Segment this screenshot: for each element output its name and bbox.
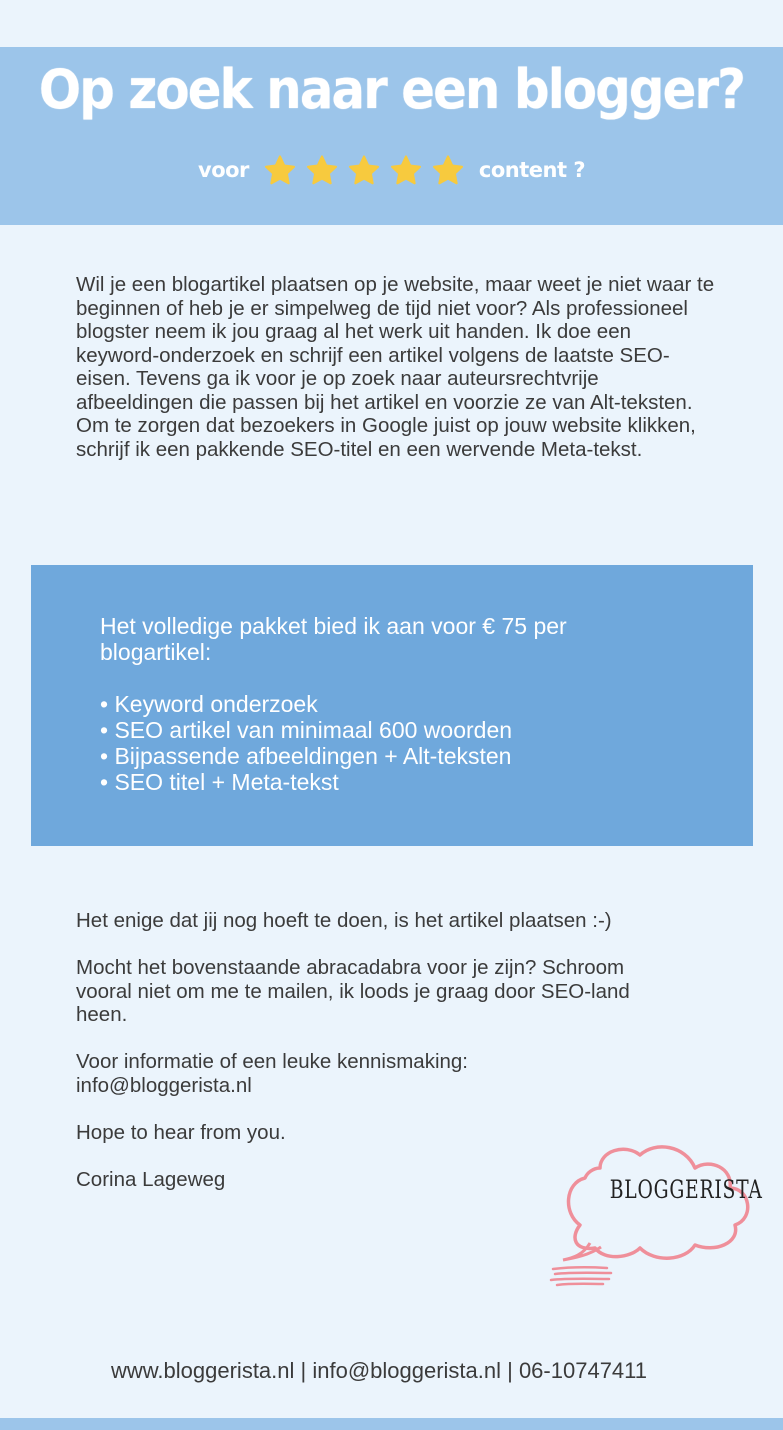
star-icon: [305, 154, 339, 187]
list-item: • Keyword onderzoek: [100, 691, 318, 717]
star-icon: [389, 154, 423, 187]
list-item: • Bijpassende afbeeldingen + Alt-teksten: [100, 743, 512, 769]
package-heading: Het volledige pakket bied ik aan voor € 75 per blogartikel:: [100, 613, 567, 665]
page-title: Op zoek naar een blogger?: [38, 58, 745, 121]
bloggerista-logo: [545, 1133, 763, 1288]
package-list: [100, 691, 512, 795]
star-icon: [431, 154, 465, 187]
outro-paragraph: Hope to hear from you.: [76, 1120, 286, 1144]
package-box: [31, 565, 753, 846]
star-rating: [263, 154, 465, 187]
star-icon: [347, 154, 381, 187]
outro-paragraph: Voor informatie of een leuke kennismaking: info@bloggerista.nl: [76, 1050, 469, 1097]
bottom-bar: [0, 1418, 783, 1430]
signature: Corina Lageweg: [76, 1167, 226, 1191]
footer-contact: www.bloggerista.nl | info@bloggerista.nl | 06-10747411: [110, 1358, 647, 1383]
speech-bubble-icon: [545, 1133, 763, 1288]
logo-text: BLOGGERISTA: [609, 1175, 763, 1204]
subline-suffix: content ?: [478, 158, 585, 182]
header-subline: [0, 150, 783, 190]
subline-prefix: voor: [198, 158, 249, 182]
outro-paragraph: Het enige dat jij nog hoeft te doen, is het artikel plaatsen :-): [76, 909, 612, 932]
intro-paragraph: Wil je een blogartikel plaatsen op je website, maar weet je niet waar te beginnen of heb je er simpelweg de tijd niet voor? Als professioneel blogster neem ik jou graag al het werk uit handen. Ik doe een keyword-onderzoek en schrijf een artikel volgens de laatste SEO-eisen. Tevens ga ik voor je op zoek naar auteursrechtvrije afbeeldingen die passen bij het artikel en voorzie ze van Alt-teksten. Om te zorgen dat bezoekers in Google juist op jouw website klikken, schrijf ik een pakkende SEO-titel en een wervende Meta-tekst.: [76, 273, 715, 461]
list-item: • SEO titel + Meta-tekst: [100, 769, 339, 795]
star-icon: [263, 154, 297, 187]
list-item: • SEO artikel van minimaal 600 woorden: [100, 717, 513, 743]
outro-paragraph: Mocht het bovenstaande abracadabra voor je zijn? Schroom vooral niet om me te mailen, ik loods je graag door SEO-land heen.: [76, 956, 630, 1026]
